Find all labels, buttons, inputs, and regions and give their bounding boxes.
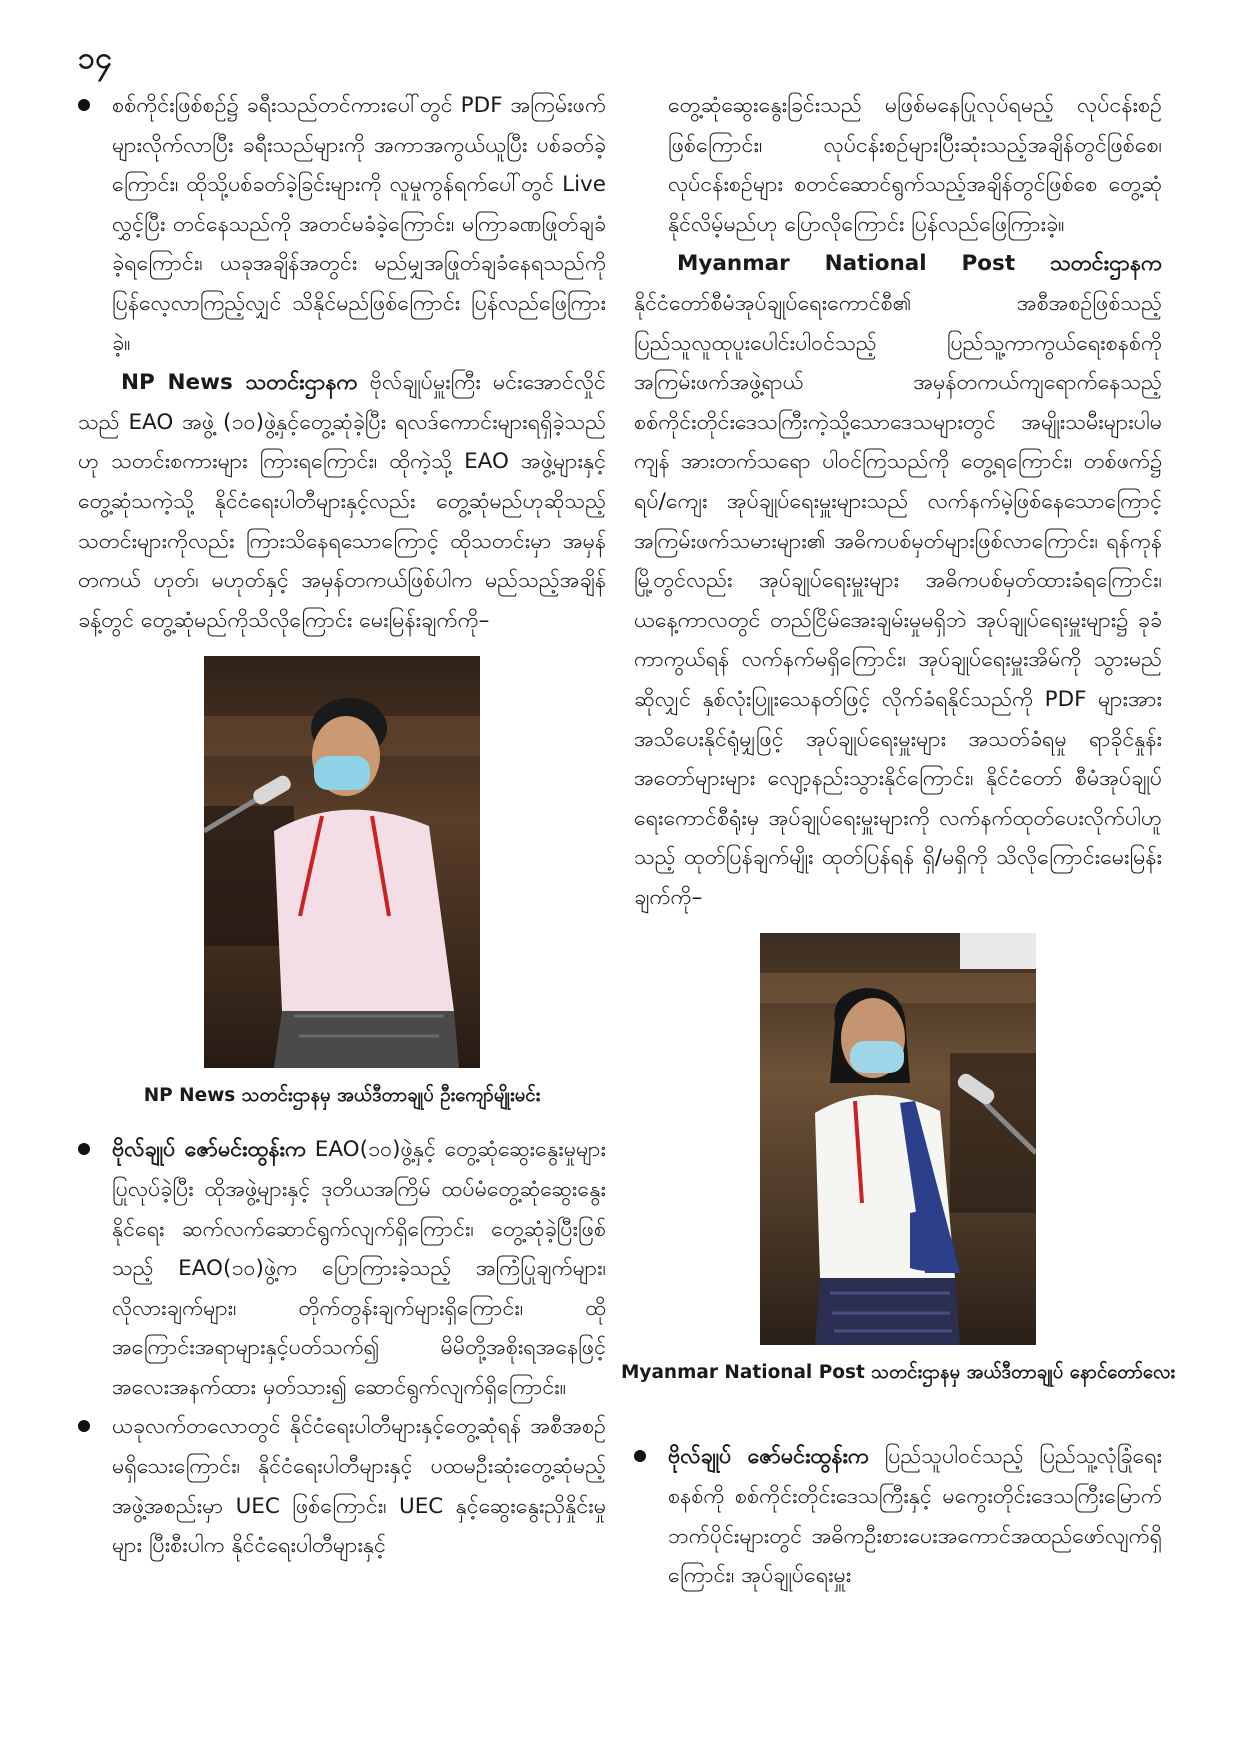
speaker-name: ဗိုလ်ချုပ် ဇော်မင်းထွန်းက	[668, 1444, 869, 1470]
continued-answer	[634, 86, 1162, 244]
photo-caption-mnp: Myanmar National Post သတင်းဌာနမှ အယ်ဒီတာချုပ် နောင်တော်လေး	[620, 1362, 1176, 1384]
bullet-text: ပြည်သူပါဝင်သည့် ပြည်သူ့လုံခြုံရေးစနစ်ကို စစ်ကိုင်းတိုင်းဒေသကြီးနှင့် မကွေးတိုင်းဒေသကြီးမြောက်ဘက်ပိုင်းများတွင် အဓိကဦးစားပေးအကောင်အထည်ဖော်လျက်ရှိကြောင်း၊ အုပ်ချုပ်ရေးမှူး	[668, 1444, 1162, 1589]
page-number: ၁၄	[78, 41, 112, 76]
photo-np-news-graphic	[204, 656, 480, 1068]
bullet-dot	[78, 1420, 90, 1432]
bullet-text: ယခုလက်တလောတွင် နိုင်ငံရေးပါတီများနှင့်တွေ့ဆုံရန် အစီအစဉ်မရှိသေးကြောင်း၊ နိုင်ငံရေးပါတီများနှင့် ပထမဦးဆုံးတွေ့ဆုံမည့် အဖွဲ့အစည်းမှာ UEC ဖြစ်ကြောင်း၊ UEC နှင့်ဆွေးနွေးညှိနှိုင်းမှုများ ပြီးစီးပါက နိုင်ငံရေးပါတီများနှင့်	[112, 1414, 606, 1559]
photo-mnp-editor	[760, 933, 1036, 1345]
np-news-text: ဗိုလ်ချုပ်မှူးကြီး မင်းအောင်လှိုင်သည် EAO အဖွဲ့ (၁၀)ဖွဲ့နှင့်တွေ့ဆုံခဲ့ပြီး ရလဒ်ကောင်းများရရှိခဲ့သည်ဟု သတင်းစကားများ ကြားရကြောင်း၊ ထိုကဲ့သို့ EAO အဖွဲ့များနှင့်တွေ့ဆုံသကဲ့သို့ နိုင်ငံရေးပါတီများနှင့်လည်း တွေ့ဆုံမည်ဟုဆိုသည့်သတင်းများကိုလည်း ကြားသိနေရသောကြောင့် ထိုသတင်းမှာ အမှန်တကယ် ဟုတ်၊ မဟုတ်နှင့် အမှန်တကယ်ဖြစ်ပါက မည်သည့်အချိန်ခန့်တွင် တွေ့ဆုံမည်ကိုသိလိုကြောင်း မေးမြန်းချက်ကို–	[78, 370, 606, 633]
spacer	[634, 1407, 1162, 1437]
mnp-question	[634, 244, 1162, 917]
mnp-text: နိုင်ငံတော်စီမံအုပ်ချုပ်ရေးကောင်စီ၏ အစီအစဉ်ဖြစ်သည့် ပြည်သူလူထုပူးပေါင်းပါဝင်သည့် ပြည်သူ့ကာကွယ်ရေးစနစ်ကို အကြမ်းဖက်အဖွဲ့ရာယ် အမှန်တကယ်ကျရောက်နေသည့် စစ်ကိုင်းတိုင်းဒေသကြီးကဲ့သို့သောဒေသများတွင် အမျိုးသမီးများပါမကျန် အားတက်သရော ပါဝင်ကြသည်ကို တွေ့ရကြောင်း၊ တစ်ဖက်၌ ရပ်/ကျေး အုပ်ချုပ်ရေးမှူးများသည် လက်နက်မဲ့ဖြစ်နေသောကြောင့် အကြမ်းဖက်သမားများ၏ အဓိကပစ်မှတ်များဖြစ်လာကြောင်း၊ ရန်ကုန်မြို့တွင်လည်း အုပ်ချုပ်ရေးမှူးများ အဓိကပစ်မှတ်ထားခံရကြောင်း၊ ယနေ့ကာလတွင် တည်ငြိမ်အေးချမ်းမှုမရှိဘဲ အုပ်ချုပ်ရေးမှူးများ၌ ခုခံကာကွယ်ရန် လက်နက်မရှိကြောင်း၊ အုပ်ချုပ်ရေးမှူးအိမ်ကို သွားမည်ဆိုလျှင် နှစ်လုံးပြူးသေနတ်ဖြင့် လိုက်ခံရနိုင်သည်ကို PDF များအား အသိပေးနိုင်ရုံမျှဖြင့် အုပ်ချုပ်ရေးမှူးများ အသတ်ခံရမှု ရာခိုင်နှုန်းအတော်များများ လျော့နည်းသွားနိုင်ကြောင်း၊ နိုင်ငံတော် စီမံအုပ်ချုပ်ရေးကောင်စီရုံးမှ အုပ်ချုပ်ရေးမှူးများကို လက်နက်ထုတ်ပေးလိုက်ပါဟူသည့် ထုတ်ပြန်ချက်မျိုး ထုတ်ပြန်ရန် ရှိ/မရှိကို သိလိုကြောင်းမေးမြန်းချက်ကို–	[634, 290, 1162, 910]
bullet-paragraph-security	[634, 1437, 1162, 1595]
right-column	[620, 86, 1176, 1596]
bullet-text: စစ်ကိုင်းဖြစ်စဉ်၌ ခရီးသည်တင်ကားပေါ်တွင် PDF အကြမ်းဖက်များလိုက်လာပြီး ခရီးသည်များကို အကာအကွယ်ယူပြီး ပစ်ခတ်ခဲ့ကြောင်း၊ ထိုသို့ပစ်ခတ်ခဲ့ခြင်းများကို လူမှုကွန်ရက်ပေါ်တွင် Live လွှင့်ပြီး တင်နေသည်ကို အတင်မခံခဲ့ကြောင်း၊ မကြာခဏဖြုတ်ချခံခဲ့ရကြောင်း၊ ယခုအချိန်အတွင်း မည်မျှအဖြုတ်ချခံနေရသည်ကို ပြန်လေ့လာကြည့်လျှင် သိနိုင်မည်ဖြစ်ကြောင်း ပြန်လည်ဖြေကြားခဲ့။	[112, 93, 606, 356]
photo-caption-np-news: NP News သတင်းဌာနမှ အယ်ဒီတာချုပ် ဦးကျော်မျိုးမင်း	[143, 1085, 541, 1107]
bullet-paragraph-pdf	[78, 86, 606, 363]
bullet-paragraph-eao	[78, 1130, 606, 1407]
bullet-dot	[634, 1450, 646, 1462]
np-news-question	[78, 363, 606, 640]
bullet-text: EAO(၁၀)ဖွဲ့နှင့် တွေ့ဆုံဆွေးနွေးမှုများ ပြုလုပ်ခဲ့ပြီး ထိုအဖွဲ့များနှင့် ဒုတိယအကြိမ် ထပ်မံတွေ့ဆုံဆွေးနွေးနိုင်ရေး ဆက်လက်ဆောင်ရွက်လျက်ရှိကြောင်း၊ တွေ့ဆုံခဲ့ပြီးဖြစ်သည့် EAO(၁၀)ဖွဲ့က ပြောကြားခဲ့သည့် အကြံပြုချက်များ၊ လိုလားချက်များ၊ တိုက်တွန်းချက်များရှိကြောင်း၊ ထိုအကြောင်းအရာများနှင့်ပတ်သက်၍ မိမိတို့အစိုးရအနေဖြင့် အလေးအနက်ထား မှတ်သား၍ ဆောင်ရွက်လျက်ရှိကြောင်း။	[112, 1137, 606, 1400]
np-news-source: NP News သတင်းဌာနက	[121, 370, 358, 396]
bullet-dot	[78, 1143, 90, 1155]
speaker-name: ဗိုလ်ချုပ် ဇော်မင်းထွန်းက	[112, 1137, 307, 1163]
bullet-paragraph-parties	[78, 1407, 606, 1565]
bullet-dot	[78, 99, 90, 111]
mnp-source: Myanmar National Post သတင်းဌာနက	[677, 251, 1162, 277]
photo-np-news-editor	[204, 656, 480, 1068]
left-column	[78, 86, 606, 1566]
continued-text: တွေ့ဆုံဆွေးနွေးခြင်းသည် မဖြစ်မနေပြုလုပ်ရမည့် လုပ်ငန်းစဉ်ဖြစ်ကြောင်း၊ လုပ်ငန်းစဉ်များပြီးဆုံးသည့်အချိန်တွင်ဖြစ်စေ၊ လုပ်ငန်းစဉ်များ စတင်ဆောင်ရွက်သည့်အချိန်တွင်ဖြစ်စေ တွေ့ဆုံနိုင်လိမ့်မည်ဟု ပြောလိုကြောင်း ပြန်လည်ဖြေကြားခဲ့။	[668, 93, 1162, 237]
photo-mnp-graphic	[760, 933, 1036, 1345]
